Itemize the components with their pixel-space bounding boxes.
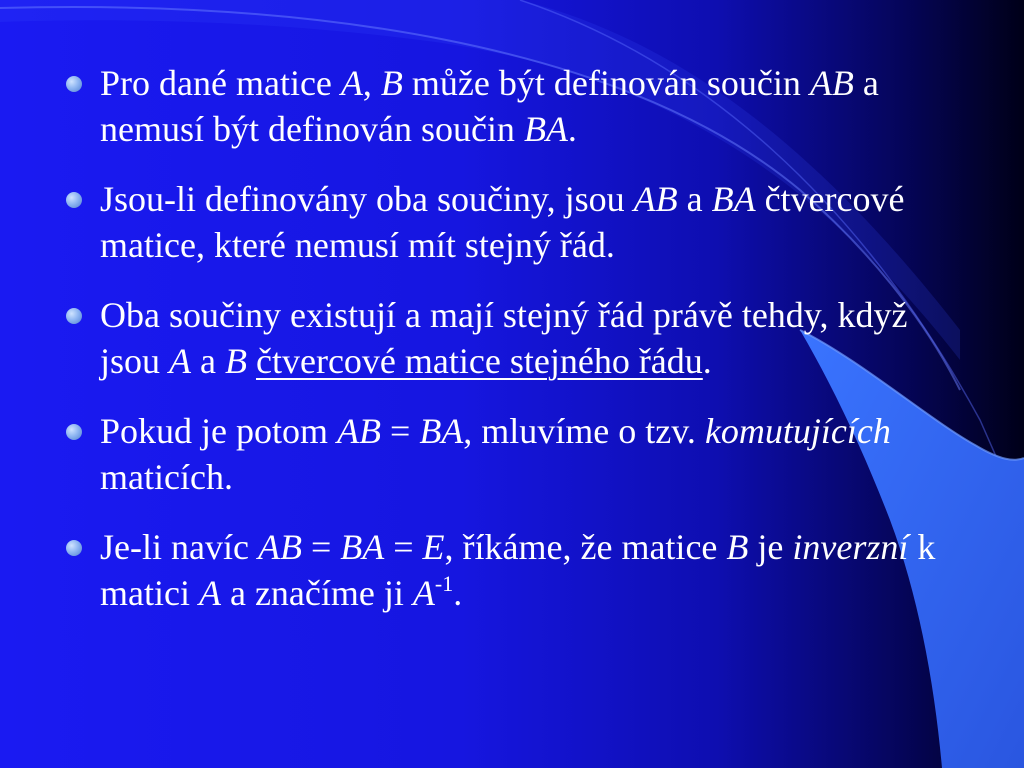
text-run: Jsou-li definovány oba součiny, jsou xyxy=(100,179,634,219)
bullet-item xyxy=(62,408,962,500)
text-run xyxy=(247,341,256,381)
text-run: , mluvíme o tzv. xyxy=(463,411,705,451)
italic-text: A xyxy=(412,573,435,613)
italic-text: B xyxy=(225,341,247,381)
italic-text: E xyxy=(422,527,445,567)
italic-text: AB xyxy=(337,411,381,451)
text-run: . xyxy=(453,573,463,613)
text-run: , xyxy=(362,63,381,103)
bullet-text xyxy=(100,179,904,265)
italic-text: BA xyxy=(711,179,756,219)
bullet-text xyxy=(100,411,891,497)
text-run: čtvercové matice, které nemusí mít stejný řád. xyxy=(100,179,905,265)
superscript: -1 xyxy=(434,571,454,596)
bullet-item xyxy=(62,60,962,152)
bullet-dot-icon xyxy=(66,76,82,92)
text-run: maticích. xyxy=(100,457,233,497)
italic-text: B xyxy=(726,527,749,567)
italic-text: BA xyxy=(340,527,385,567)
text-run: je xyxy=(748,527,793,567)
italic-text: B xyxy=(380,63,403,103)
text-run: . xyxy=(567,109,577,149)
bullet-item xyxy=(62,176,962,268)
italic-text: inverzní xyxy=(792,527,909,567)
bullet-dot-icon xyxy=(66,540,82,556)
text-run: Oba součiny existují a mají stejný řád právě tehdy, když jsou xyxy=(100,295,908,381)
italic-text: A xyxy=(198,573,221,613)
bullet-dot-icon xyxy=(66,424,82,440)
bullet-text xyxy=(100,63,879,149)
text-run: může být definován součin xyxy=(402,63,810,103)
text-run: = xyxy=(301,527,341,567)
bullet-text xyxy=(100,295,907,381)
italic-text: BA xyxy=(523,109,568,149)
italic-text: AB xyxy=(257,527,302,567)
text-run: Pro dané matice xyxy=(100,63,341,103)
italic-text: BA xyxy=(419,411,464,451)
bullet-list xyxy=(62,60,962,640)
text-run: = xyxy=(381,411,420,451)
text-run: k matici xyxy=(100,527,936,613)
text-run: a xyxy=(677,179,712,219)
italic-text: A xyxy=(169,341,192,381)
text-run: a značíme ji xyxy=(220,573,413,613)
bullet-item xyxy=(62,292,962,384)
italic-text: AB xyxy=(633,179,678,219)
italic-text: AB xyxy=(809,63,854,103)
italic-text: A xyxy=(340,63,363,103)
bullet-text xyxy=(100,527,935,613)
bullet-dot-icon xyxy=(66,192,82,208)
underlined-text: čtvercové matice stejného řádu xyxy=(256,341,703,381)
text-run: , říkáme, že matice xyxy=(444,527,727,567)
text-run: Je-li navíc xyxy=(100,527,258,567)
text-run: = xyxy=(384,527,423,567)
text-run: a nemusí být definován součin xyxy=(100,63,879,149)
italic-text: komutujících xyxy=(704,411,891,451)
text-run: Pokud je potom xyxy=(100,411,338,451)
bullet-dot-icon xyxy=(66,308,82,324)
bullet-item xyxy=(62,524,962,616)
text-run: a xyxy=(191,341,225,381)
text-run: . xyxy=(702,341,712,381)
